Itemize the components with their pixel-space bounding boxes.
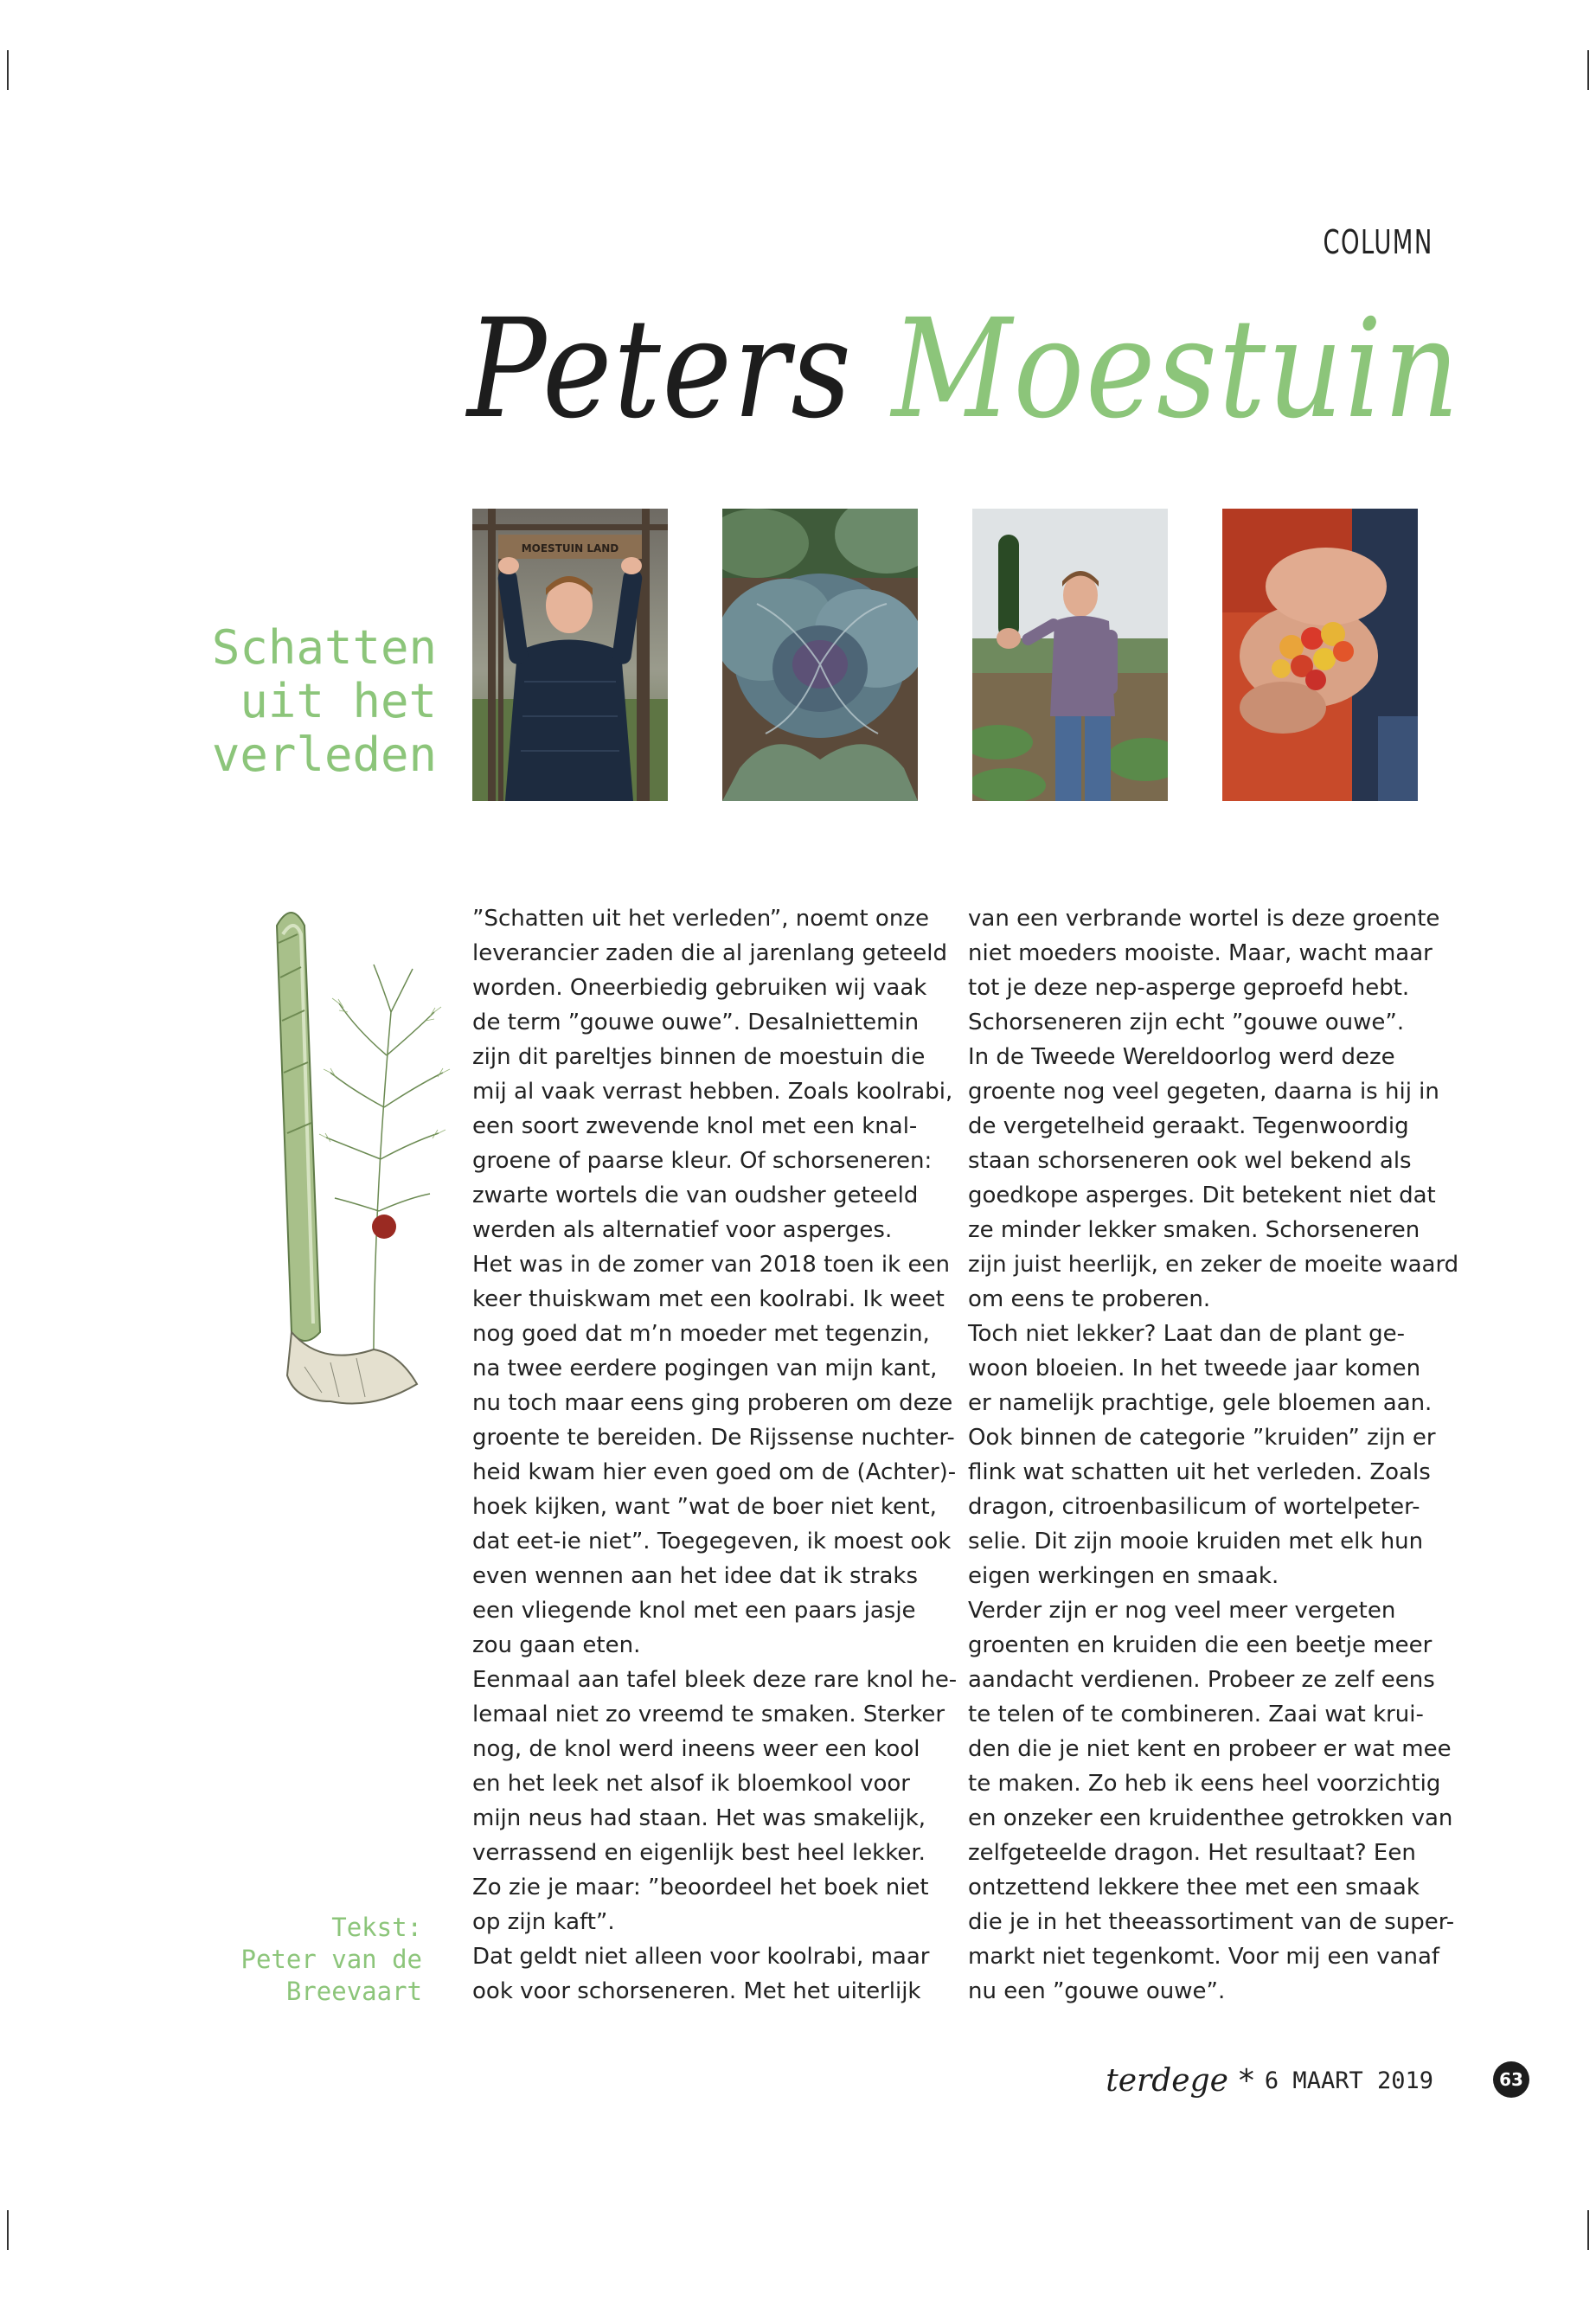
article-line: niet moeders mooiste. Maar, wacht maar xyxy=(968,940,1433,966)
credit-line: Breevaart xyxy=(285,1977,422,2006)
crop-mark-top-right xyxy=(1587,50,1589,90)
article-line: selie. Dit zijn mooie kruiden met elk hun xyxy=(968,1529,1424,1554)
asparagus-illustration xyxy=(244,882,460,1445)
article-line: eigen werkingen en smaak. xyxy=(968,1563,1279,1589)
article-line: ”Schatten uit het verleden”, noemt onze xyxy=(472,906,929,932)
subtitle xyxy=(104,621,437,782)
article-line: en onzeker een kruidenthee getrokken van xyxy=(968,1805,1453,1831)
crop-mark-bottom-left xyxy=(7,2210,9,2250)
article-line: hoek kijken, want ”wat de boer niet kent, xyxy=(472,1494,937,1520)
article-line: nu toch maar eens ging proberen om deze xyxy=(472,1390,953,1416)
photo-cabbage xyxy=(722,509,918,801)
article-line: en het leek net alsof ik bloemkool voor xyxy=(472,1771,910,1797)
article-line: groene of paarse kleur. Of schorseneren: xyxy=(472,1148,933,1174)
article-line: goedkope asperges. Dit betekent niet dat xyxy=(968,1183,1436,1208)
article-line: keer thuiskwam met een koolrabi. Ik weet xyxy=(472,1286,945,1312)
article-line: om eens te proberen. xyxy=(968,1286,1211,1312)
article-line: een soort zwevende knol met een knal- xyxy=(472,1113,918,1139)
article-line: nog goed dat m’n moeder met tegenzin, xyxy=(472,1321,930,1347)
title-word-peters: Peters xyxy=(467,290,853,449)
article-line: Het was in de zomer van 2018 toen ik een xyxy=(472,1252,950,1278)
article-line: Schorseneren zijn echt ”gouwe ouwe”. xyxy=(968,1009,1405,1035)
article-line: heid kwam hier even goed om de (Achter)- xyxy=(472,1459,957,1485)
subtitle-line: Schatten xyxy=(211,620,437,675)
article-line: staan schorseneren ook wel bekend als xyxy=(968,1148,1412,1174)
gate-sign-text: MOESTUIN LAND xyxy=(521,542,619,554)
article-line: de vergetelheid geraakt. Tegenwoordig xyxy=(968,1113,1409,1139)
photo-man-gate xyxy=(472,509,668,801)
article-line: den die je niet kent en probeer er wat mee xyxy=(968,1736,1452,1762)
photo-zucchini xyxy=(972,509,1168,801)
article-line: lemaal niet zo vreemd te smaken. Sterker xyxy=(472,1702,945,1727)
article-line: dragon, citroenbasilicum of wortelpeter- xyxy=(968,1494,1420,1520)
article-line: Eenmaal aan tafel bleek deze rare knol he- xyxy=(472,1667,958,1693)
page-number: 63 xyxy=(1493,2061,1529,2098)
article-line: tot je deze nep-asperge geproefd hebt. xyxy=(968,975,1410,1001)
article-line: leverancier zaden die al jarenlang geteeld xyxy=(472,940,947,966)
article-line: groenten en kruiden die een beetje meer xyxy=(968,1632,1433,1658)
article-line: flink wat schatten uit het verleden. Zoals xyxy=(968,1459,1431,1485)
star-separator: * xyxy=(1238,2062,1254,2099)
article-line: In de Tweede Wereldoorlog werd deze xyxy=(968,1044,1395,1070)
article-line: werden als alternatief voor asperges. xyxy=(472,1217,893,1243)
article-line: te maken. Zo heb ik eens heel voorzichtig xyxy=(968,1771,1441,1797)
section-label: COLUMN xyxy=(1323,223,1433,261)
article-line: na twee eerdere pogingen van mijn kant, xyxy=(472,1356,938,1381)
article-line: zijn juist heerlijk, en zeker de moeite waard xyxy=(968,1252,1459,1278)
article-column-2 xyxy=(968,901,1459,2009)
article-line: aandacht verdienen. Probeer ze zelf eens xyxy=(968,1667,1435,1693)
page-title xyxy=(467,290,1461,449)
crop-mark-top-left xyxy=(7,50,9,90)
article-line: ontzettend lekkere thee met een smaak xyxy=(968,1875,1420,1900)
article-line: Zo zie je maar: ”beoordeel het boek niet xyxy=(472,1875,929,1900)
article-line: de term ”gouwe ouwe”. Desalniettemin xyxy=(472,1009,920,1035)
crop-mark-bottom-right xyxy=(1587,2210,1589,2250)
article-line: ook voor schorseneren. Met het uiterlijk xyxy=(472,1978,921,2004)
author-credit xyxy=(190,1912,422,2008)
article-line: woon bloeien. In het tweede jaar komen xyxy=(968,1356,1421,1381)
article-line: zelfgeteelde dragon. Het resultaat? Een xyxy=(968,1840,1416,1866)
article-line: groente te bereiden. De Rijssense nuchter- xyxy=(472,1425,955,1451)
article-line: die je in het theeassortiment van de super- xyxy=(968,1909,1455,1935)
photo-tomatoes-hands xyxy=(1222,509,1418,801)
article-line: op zijn kaft”. xyxy=(472,1909,615,1935)
magazine-brand: terdege xyxy=(1106,2062,1228,2099)
article-line: zou gaan eten. xyxy=(472,1632,641,1658)
article-line: groente nog veel gegeten, daarna is hij in xyxy=(968,1079,1439,1105)
credit-line: Peter van de xyxy=(240,1945,422,1974)
article-line: er namelijk prachtige, gele bloemen aan. xyxy=(968,1390,1433,1416)
title-word-moestuin: Moestuin xyxy=(891,290,1461,449)
article-line: markt niet tegenkomt. Voor mij een vanaf xyxy=(968,1944,1440,1970)
article-line: Verder zijn er nog veel meer vergeten xyxy=(968,1598,1396,1624)
article-line: van een verbrande wortel is deze groente xyxy=(968,906,1440,932)
article-line: verrassend en eigenlijk best heel lekker. xyxy=(472,1840,926,1866)
subtitle-line: verleden xyxy=(211,727,437,782)
article-line: nog, de knol werd ineens weer een kool xyxy=(472,1736,920,1762)
article-line: mij al vaak verrast hebben. Zoals koolrabi, xyxy=(472,1079,953,1105)
page-footer xyxy=(1106,2059,1433,2102)
article-line: dat eet-ie niet”. Toegegeven, ik moest ook xyxy=(472,1529,952,1554)
article-line: Dat geldt niet alleen voor koolrabi, maar xyxy=(472,1944,930,1970)
article-line: ze minder lekker smaken. Schorseneren xyxy=(968,1217,1420,1243)
subtitle-line: uit het xyxy=(240,674,437,728)
article-line: Ook binnen de categorie ”kruiden” zijn er xyxy=(968,1425,1436,1451)
article-line: worden. Oneerbiedig gebruiken wij vaak xyxy=(472,975,927,1001)
article-line: mijn neus had staan. Het was smakelijk, xyxy=(472,1805,926,1831)
article-line: Toch niet lekker? Laat dan de plant ge- xyxy=(968,1321,1405,1347)
article-line: zwarte wortels die van oudsher geteeld xyxy=(472,1183,919,1208)
article-line: te telen of te combineren. Zaai wat krui- xyxy=(968,1702,1424,1727)
article-line: even wennen aan het idee dat ik straks xyxy=(472,1563,919,1589)
article-line: zijn dit pareltjes binnen de moestuin die xyxy=(472,1044,926,1070)
article-column-1 xyxy=(472,901,957,2009)
credit-line: Tekst: xyxy=(331,1913,422,1942)
issue-date: 6 MAART 2019 xyxy=(1264,2067,1433,2094)
article-line: een vliegende knol met een paars jasje xyxy=(472,1598,916,1624)
article-line: nu een ”gouwe ouwe”. xyxy=(968,1978,1226,2004)
